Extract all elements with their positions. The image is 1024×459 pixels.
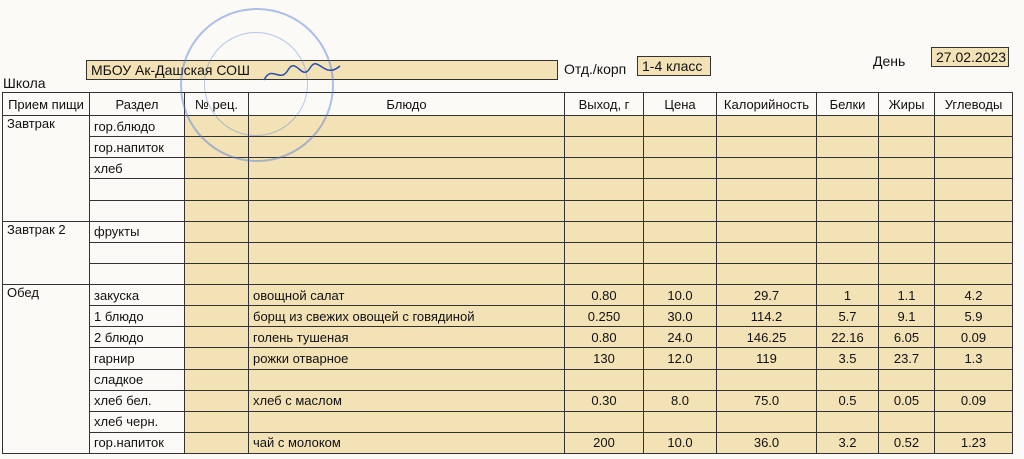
section-cell bbox=[90, 263, 185, 284]
price-cell bbox=[644, 369, 717, 390]
fat-cell bbox=[879, 263, 935, 284]
price-cell: 30.0 bbox=[644, 306, 717, 327]
output-cell: 130 bbox=[565, 348, 644, 369]
recipe-cell bbox=[185, 179, 249, 200]
protein-cell: 1 bbox=[817, 285, 879, 306]
price-cell bbox=[644, 411, 717, 432]
output-cell bbox=[565, 411, 644, 432]
recipe-cell bbox=[185, 369, 249, 390]
protein-cell: 5.7 bbox=[817, 306, 879, 327]
kcal-cell bbox=[717, 242, 817, 263]
dish-cell bbox=[249, 116, 565, 137]
recipe-cell bbox=[185, 242, 249, 263]
table-row bbox=[3, 158, 1013, 179]
output-cell: 0.250 bbox=[565, 306, 644, 327]
price-cell: 10.0 bbox=[644, 432, 717, 453]
protein-cell: 3.5 bbox=[817, 348, 879, 369]
school-name-field: МБОУ Ак-Дашская СОШ bbox=[86, 60, 558, 80]
column-header: Блюдо bbox=[249, 93, 565, 116]
kcal-cell bbox=[717, 221, 817, 242]
protein-cell bbox=[817, 369, 879, 390]
column-header: Прием пищи bbox=[3, 93, 90, 116]
carbs-cell bbox=[935, 179, 1013, 200]
recipe-cell bbox=[185, 390, 249, 411]
protein-cell bbox=[817, 137, 879, 158]
kcal-cell: 114.2 bbox=[717, 306, 817, 327]
dish-cell: хлеб с маслом bbox=[249, 390, 565, 411]
fat-cell: 0.05 bbox=[879, 390, 935, 411]
kcal-cell bbox=[717, 116, 817, 137]
section-cell: закуска bbox=[90, 285, 185, 306]
protein-cell bbox=[817, 221, 879, 242]
carbs-cell bbox=[935, 137, 1013, 158]
fat-cell: 1.1 bbox=[879, 285, 935, 306]
table-row bbox=[3, 432, 1013, 453]
fat-cell: 0.52 bbox=[879, 432, 935, 453]
protein-cell bbox=[817, 411, 879, 432]
recipe-cell bbox=[185, 411, 249, 432]
output-cell bbox=[565, 242, 644, 263]
section-cell: 1 блюдо bbox=[90, 306, 185, 327]
carbs-cell: 1.23 bbox=[935, 432, 1013, 453]
dish-cell: чай с молоком bbox=[249, 432, 565, 453]
kcal-cell bbox=[717, 263, 817, 284]
output-cell: 0.80 bbox=[565, 285, 644, 306]
recipe-cell bbox=[185, 432, 249, 453]
protein-cell: 3.2 bbox=[817, 432, 879, 453]
price-cell bbox=[644, 137, 717, 158]
column-header: Жиры bbox=[879, 93, 935, 116]
section-cell: фрукты bbox=[90, 221, 185, 242]
dish-cell: голень тушеная bbox=[249, 327, 565, 348]
carbs-cell bbox=[935, 221, 1013, 242]
output-cell: 0.30 bbox=[565, 390, 644, 411]
section-cell: гор.блюдо bbox=[90, 116, 185, 137]
price-cell: 10.0 bbox=[644, 285, 717, 306]
meal-name: Завтрак bbox=[3, 116, 90, 222]
fat-cell bbox=[879, 158, 935, 179]
kcal-cell bbox=[717, 411, 817, 432]
section-cell: гор.напиток bbox=[90, 137, 185, 158]
carbs-cell: 0.09 bbox=[935, 327, 1013, 348]
dish-cell bbox=[249, 411, 565, 432]
kcal-cell bbox=[717, 200, 817, 221]
table-row bbox=[3, 200, 1013, 221]
dish-cell: овощной салат bbox=[249, 285, 565, 306]
output-cell bbox=[565, 200, 644, 221]
school-label: Школа bbox=[3, 75, 46, 91]
table-row bbox=[3, 221, 1013, 242]
section-cell bbox=[90, 200, 185, 221]
carbs-cell bbox=[935, 263, 1013, 284]
carbs-cell bbox=[935, 242, 1013, 263]
price-cell: 24.0 bbox=[644, 327, 717, 348]
carbs-cell: 0.09 bbox=[935, 390, 1013, 411]
dish-cell bbox=[249, 221, 565, 242]
protein-cell: 22.16 bbox=[817, 327, 879, 348]
fat-cell bbox=[879, 137, 935, 158]
dish-cell bbox=[249, 369, 565, 390]
carbs-cell: 5.9 bbox=[935, 306, 1013, 327]
price-cell bbox=[644, 200, 717, 221]
table-row bbox=[3, 179, 1013, 200]
recipe-cell bbox=[185, 285, 249, 306]
column-header: Белки bbox=[817, 93, 879, 116]
dish-cell: борщ из свежих овощей с говядиной bbox=[249, 306, 565, 327]
recipe-cell bbox=[185, 200, 249, 221]
recipe-cell bbox=[185, 221, 249, 242]
output-cell bbox=[565, 369, 644, 390]
fat-cell: 23.7 bbox=[879, 348, 935, 369]
dish-cell: рожки отварное bbox=[249, 348, 565, 369]
section-cell bbox=[90, 242, 185, 263]
dept-label: Отд./корп bbox=[564, 61, 627, 77]
price-cell bbox=[644, 158, 717, 179]
carbs-cell bbox=[935, 369, 1013, 390]
section-cell: хлеб бел. bbox=[90, 390, 185, 411]
menu-table bbox=[2, 92, 1013, 454]
price-cell bbox=[644, 263, 717, 284]
day-field: 27.02.2023 bbox=[931, 47, 1009, 67]
kcal-cell bbox=[717, 369, 817, 390]
section-cell bbox=[90, 179, 185, 200]
output-cell bbox=[565, 116, 644, 137]
section-cell: гор.напиток bbox=[90, 432, 185, 453]
meal-name: Завтрак 2 bbox=[3, 221, 90, 284]
column-header: Выход, г bbox=[565, 93, 644, 116]
protein-cell bbox=[817, 200, 879, 221]
recipe-cell bbox=[185, 137, 249, 158]
dish-cell bbox=[249, 242, 565, 263]
price-cell bbox=[644, 242, 717, 263]
fat-cell bbox=[879, 242, 935, 263]
fat-cell bbox=[879, 369, 935, 390]
protein-cell bbox=[817, 158, 879, 179]
recipe-cell bbox=[185, 263, 249, 284]
table-row bbox=[3, 116, 1013, 137]
fat-cell: 9.1 bbox=[879, 306, 935, 327]
table-row bbox=[3, 263, 1013, 284]
table-row bbox=[3, 390, 1013, 411]
column-header: Цена bbox=[644, 93, 717, 116]
recipe-cell bbox=[185, 306, 249, 327]
price-cell bbox=[644, 221, 717, 242]
dish-cell bbox=[249, 158, 565, 179]
section-cell: хлеб черн. bbox=[90, 411, 185, 432]
fat-cell bbox=[879, 221, 935, 242]
dish-cell bbox=[249, 179, 565, 200]
fat-cell bbox=[879, 411, 935, 432]
carbs-cell bbox=[935, 200, 1013, 221]
section-cell: хлеб bbox=[90, 158, 185, 179]
column-header: Раздел bbox=[90, 93, 185, 116]
table-header-row bbox=[3, 93, 1013, 116]
column-header: № рец. bbox=[185, 93, 249, 116]
kcal-cell: 119 bbox=[717, 348, 817, 369]
table-row bbox=[3, 411, 1013, 432]
carbs-cell: 4.2 bbox=[935, 285, 1013, 306]
price-cell: 12.0 bbox=[644, 348, 717, 369]
carbs-cell: 1.3 bbox=[935, 348, 1013, 369]
section-cell: гарнир bbox=[90, 348, 185, 369]
protein-cell bbox=[817, 179, 879, 200]
signature-mark bbox=[262, 60, 342, 88]
output-cell bbox=[565, 137, 644, 158]
meal-name: Обед bbox=[3, 285, 90, 454]
fat-cell bbox=[879, 200, 935, 221]
table-row bbox=[3, 137, 1013, 158]
day-label: День bbox=[873, 53, 906, 69]
carbs-cell bbox=[935, 158, 1013, 179]
column-header: Калорийность bbox=[717, 93, 817, 116]
carbs-cell bbox=[935, 411, 1013, 432]
dish-cell bbox=[249, 200, 565, 221]
recipe-cell bbox=[185, 327, 249, 348]
price-cell bbox=[644, 116, 717, 137]
fat-cell bbox=[879, 179, 935, 200]
output-cell bbox=[565, 179, 644, 200]
section-cell: 2 блюдо bbox=[90, 327, 185, 348]
kcal-cell: 146.25 bbox=[717, 327, 817, 348]
output-cell: 200 bbox=[565, 432, 644, 453]
table-row bbox=[3, 306, 1013, 327]
protein-cell: 0.5 bbox=[817, 390, 879, 411]
dish-cell bbox=[249, 263, 565, 284]
fat-cell: 6.05 bbox=[879, 327, 935, 348]
kcal-cell bbox=[717, 158, 817, 179]
kcal-cell bbox=[717, 179, 817, 200]
table-row bbox=[3, 369, 1013, 390]
section-cell: сладкое bbox=[90, 369, 185, 390]
table-row bbox=[3, 327, 1013, 348]
recipe-cell bbox=[185, 158, 249, 179]
dish-cell bbox=[249, 137, 565, 158]
protein-cell bbox=[817, 242, 879, 263]
protein-cell bbox=[817, 263, 879, 284]
recipe-cell bbox=[185, 116, 249, 137]
kcal-cell: 75.0 bbox=[717, 390, 817, 411]
price-cell bbox=[644, 179, 717, 200]
kcal-cell bbox=[717, 137, 817, 158]
output-cell bbox=[565, 221, 644, 242]
table-row bbox=[3, 242, 1013, 263]
table-row bbox=[3, 285, 1013, 306]
column-header: Углеводы bbox=[935, 93, 1013, 116]
protein-cell bbox=[817, 116, 879, 137]
dept-field: 1-4 класс bbox=[637, 56, 711, 76]
table-row bbox=[3, 348, 1013, 369]
kcal-cell: 36.0 bbox=[717, 432, 817, 453]
carbs-cell bbox=[935, 116, 1013, 137]
output-cell: 0.80 bbox=[565, 327, 644, 348]
output-cell bbox=[565, 158, 644, 179]
output-cell bbox=[565, 263, 644, 284]
fat-cell bbox=[879, 116, 935, 137]
recipe-cell bbox=[185, 348, 249, 369]
kcal-cell: 29.7 bbox=[717, 285, 817, 306]
price-cell: 8.0 bbox=[644, 390, 717, 411]
